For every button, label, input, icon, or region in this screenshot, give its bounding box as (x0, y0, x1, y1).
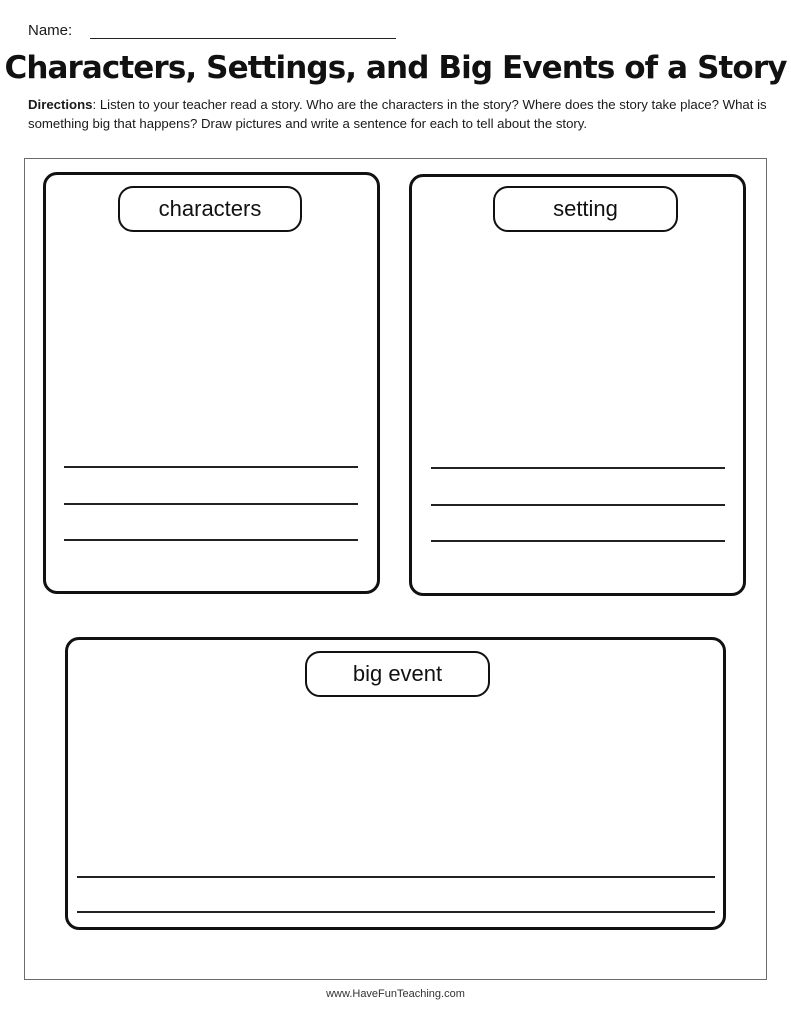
name-write-line[interactable] (90, 38, 396, 39)
name-label: Name: (28, 22, 73, 39)
directions-text: : Listen to your teacher read a story. Who are the characters in the story? Where does the story take place? What is something big that happens? Draw pictures and write a sentence for each to tell about the story. (28, 97, 767, 131)
setting-write-line-2[interactable] (431, 504, 725, 506)
directions (28, 96, 768, 133)
characters-write-line-1[interactable] (64, 466, 358, 468)
big-event-label: big event (305, 651, 490, 697)
big-event-write-line-2[interactable] (77, 911, 715, 913)
setting-label: setting (493, 186, 678, 232)
worksheet-title: Characters, Settings, and Big Events of a Story (4, 50, 787, 86)
characters-write-line-2[interactable] (64, 503, 358, 505)
characters-label: characters (118, 186, 302, 232)
setting-panel[interactable] (409, 174, 746, 596)
setting-write-line-1[interactable] (431, 467, 725, 469)
setting-write-line-3[interactable] (431, 540, 725, 542)
footer-url: www.HaveFunTeaching.com (326, 988, 465, 1000)
big-event-write-line-1[interactable] (77, 876, 715, 878)
characters-write-line-3[interactable] (64, 539, 358, 541)
characters-panel[interactable] (43, 172, 380, 594)
directions-label: Directions (28, 97, 93, 112)
